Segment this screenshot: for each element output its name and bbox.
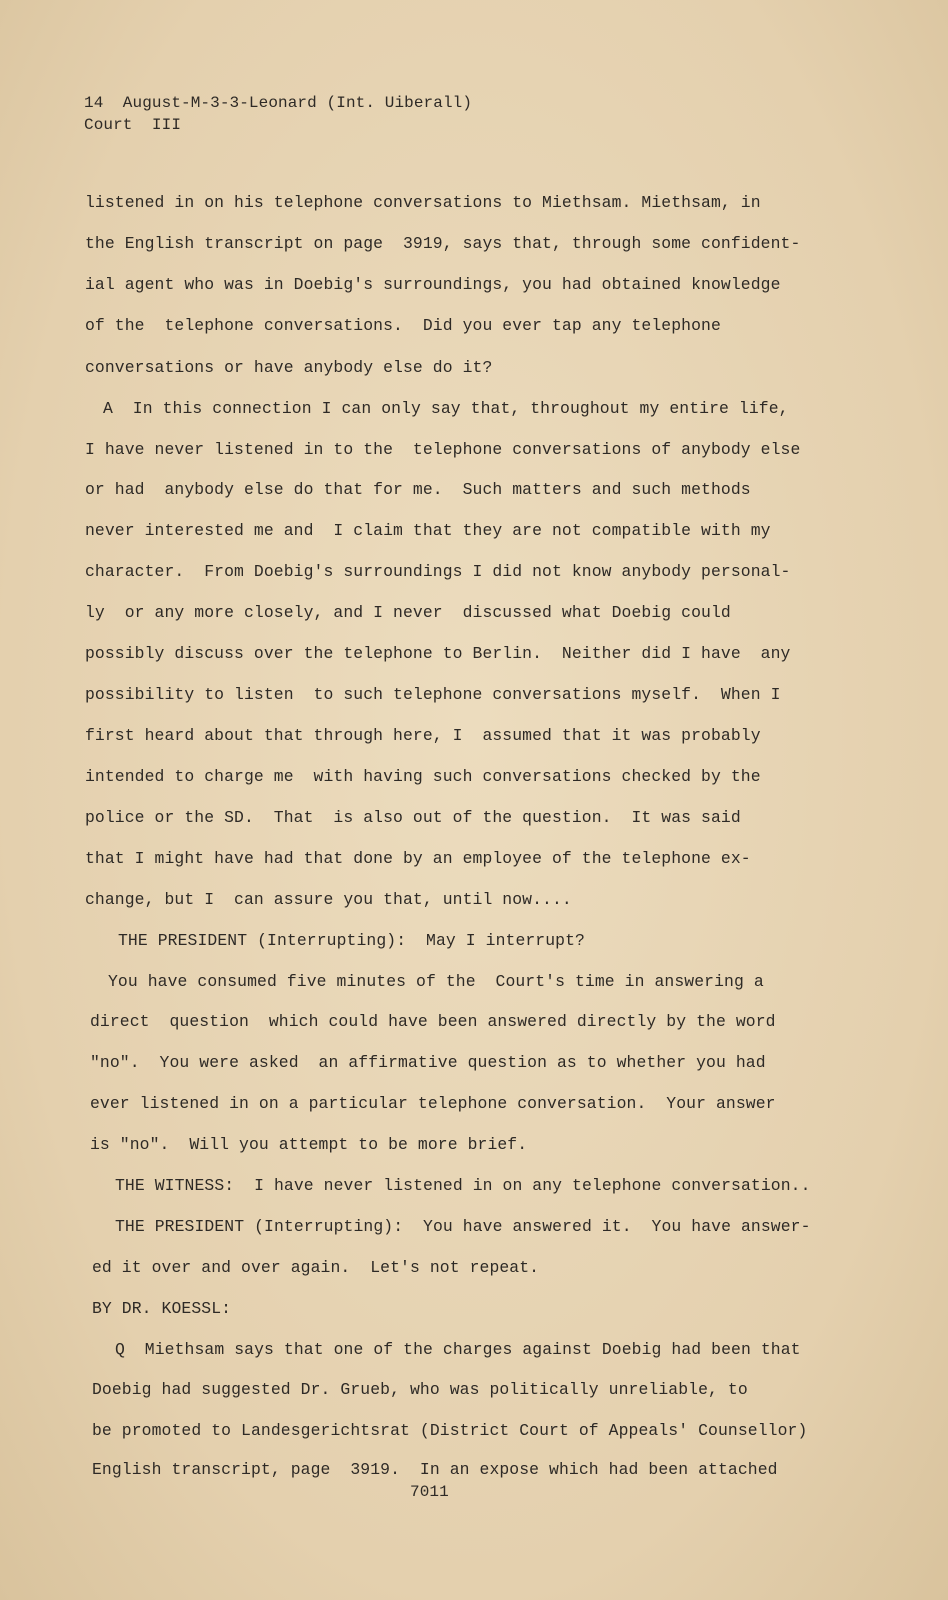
text-line: possibility to listen to such telephone conversations myself. When I — [85, 685, 781, 704]
text-line: You have consumed five minutes of the Court's time in answering a — [108, 972, 764, 991]
text-line: direct question which could have been answered directly by the word — [90, 1012, 776, 1031]
text-line: ever listened in on a particular telephone conversation. Your answer — [90, 1094, 776, 1113]
text-line: "no". You were asked an affirmative question as to whether you had — [90, 1053, 766, 1072]
text-line: of the telephone conversations. Did you ever tap any telephone — [85, 316, 721, 335]
page-number: 7011 — [410, 1483, 449, 1501]
text-line: never interested me and I claim that they are not compatible with my — [85, 521, 771, 540]
text-line: possibly discuss over the telephone to Berlin. Neither did I have any — [85, 644, 791, 663]
text-line: English transcript, page 3919. In an expose which had been attached — [92, 1460, 778, 1479]
text-line: conversations or have anybody else do it? — [85, 358, 493, 377]
text-line: character. From Doebig's surroundings I did not know anybody personal- — [85, 562, 791, 581]
speaker-line: THE PRESIDENT (Interrupting): May I interrupt? — [118, 931, 585, 950]
text-line: be promoted to Landesgerichtsrat (District Court of Appeals' Counsellor) — [92, 1421, 808, 1440]
text-line: listened in on his telephone conversations to Miethsam. Miethsam, in — [85, 193, 761, 212]
text-line: ed it over and over again. Let's not repeat. — [92, 1258, 540, 1277]
text-line: I have never listened in to the telephone conversations of anybody else — [85, 440, 801, 459]
header-line-1: 14 August-M-3-3-Leonard (Int. Uiberall) — [84, 94, 473, 112]
text-line: intended to charge me with having such conversations checked by the — [85, 767, 761, 786]
text-line: the English transcript on page 3919, says that, through some confident- — [85, 234, 801, 253]
answer-line: A In this connection I can only say that, throughout my entire life, — [103, 399, 789, 418]
text-line: police or the SD. That is also out of the question. It was said — [85, 808, 741, 827]
text-line: or had anybody else do that for me. Such matters and such methods — [85, 480, 751, 499]
text-line: change, but I can assure you that, until now.... — [85, 890, 572, 909]
text-line: is "no". Will you attempt to be more brief. — [90, 1135, 528, 1154]
header-line-2: Court III — [84, 116, 182, 134]
text-line: ly or any more closely, and I never discussed what Doebig could — [85, 603, 731, 622]
text-line: first heard about that through here, I assumed that it was probably — [85, 726, 761, 745]
text-line: ial agent who was in Doebig's surroundings, you had obtained knowledge — [85, 275, 781, 294]
speaker-line: THE PRESIDENT (Interrupting): You have answered it. You have answer- — [115, 1217, 811, 1236]
text-line: that I might have had that done by an employee of the telephone ex- — [85, 849, 751, 868]
text-line: Doebig had suggested Dr. Grueb, who was politically unreliable, to — [92, 1380, 748, 1399]
speaker-line: THE WITNESS: I have never listened in on any telephone conversation.. — [115, 1176, 811, 1195]
examiner-heading: BY DR. KOESSL: — [92, 1299, 232, 1318]
question-line: Q Miethsam says that one of the charges against Doebig had been that — [115, 1340, 801, 1359]
